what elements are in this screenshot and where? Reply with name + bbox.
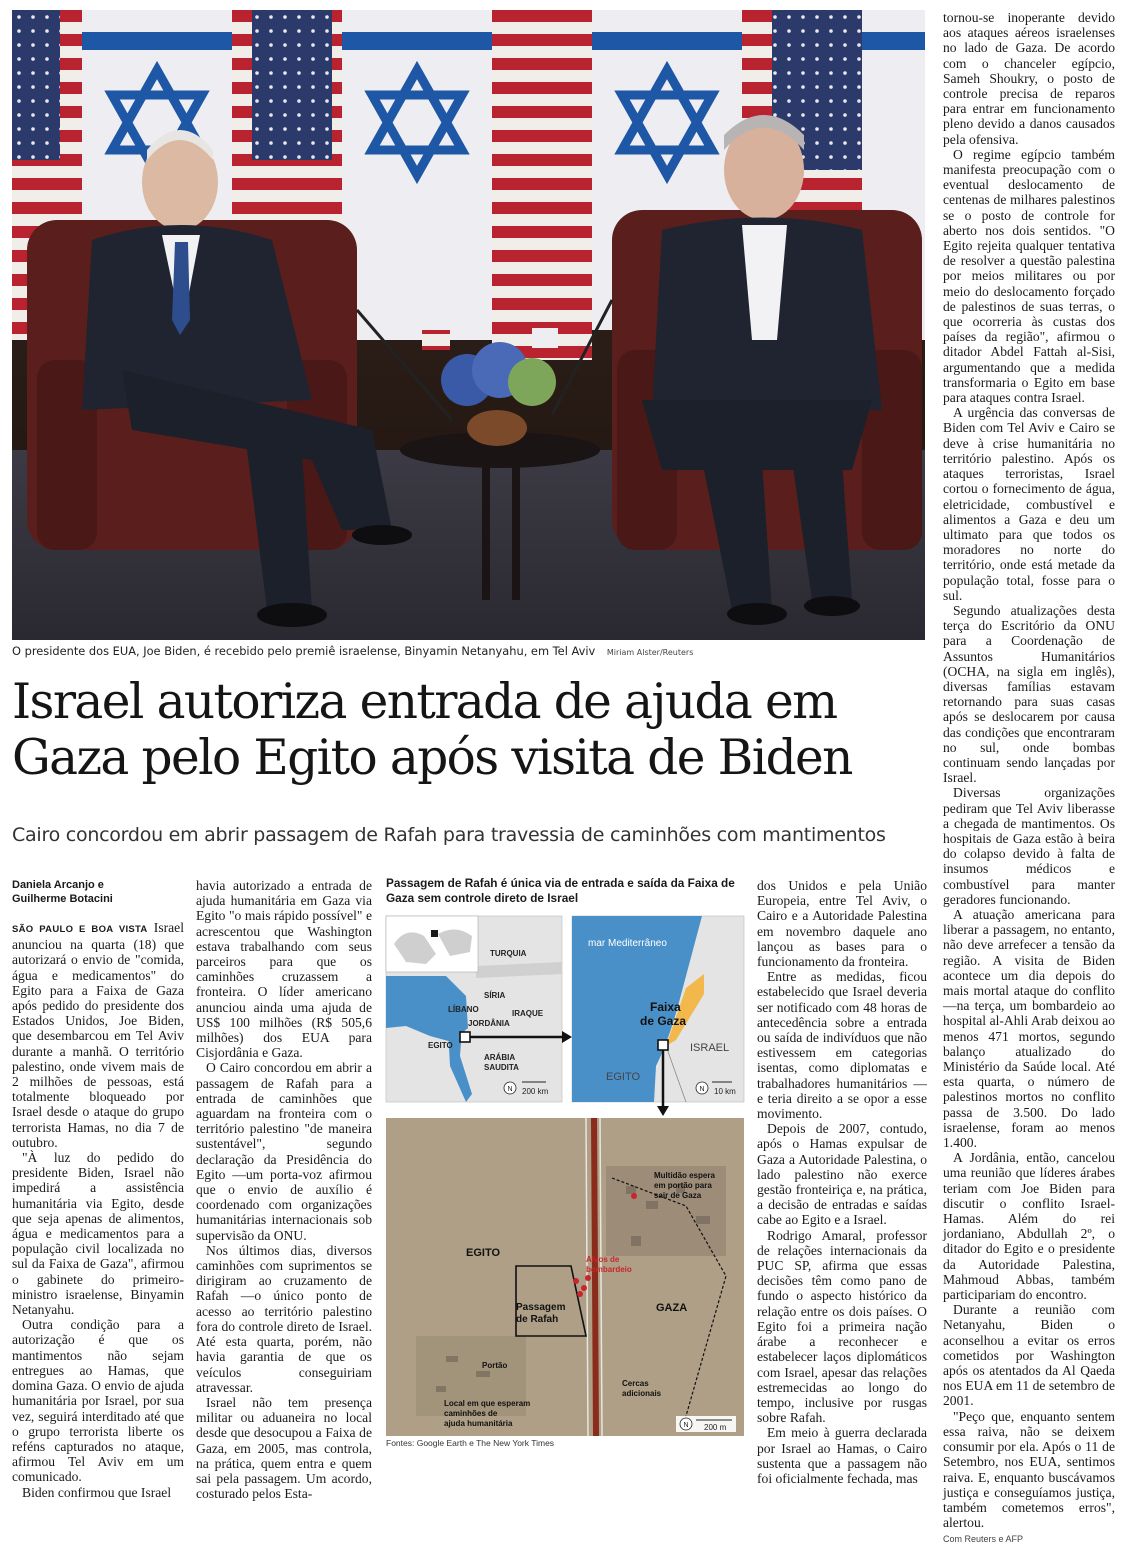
graphic-maps bbox=[386, 916, 744, 1436]
label-gate: Portão bbox=[482, 1361, 508, 1370]
label-fences-1: Cercas bbox=[622, 1379, 649, 1388]
border-road bbox=[594, 1118, 596, 1436]
author-2: Guilherme Botacini bbox=[12, 893, 113, 905]
paragraph: A Jordânia, então, cancelou uma reunião que líderes árabes teriam com Joe Biden para discutir o conflito Israel-Hamas. Além do rei jordaniano, Abdullah 2º, o ditador do Egito e o presidente da Autoridade Palestina, Mahmoud Abbas, também participariam do encontro. bbox=[943, 1150, 1115, 1303]
paragraph: havia autorizado a entrada de ajuda humanitária em Gaza via Egito "o mais rápido possível" e acrescentou que Washington estava trabalhando com seus parceiros para que os caminhões cruzassem a fronteira. O líder americano anunciou ainda uma ajuda de US$ 100 milhões (R$ 505,6 milhões) dos EUA para Cisjordânia e Gaza. bbox=[196, 878, 372, 1061]
paragraph: Nos últimos dias, diversos caminhões com suprimentos se dirigiram ao cruzamento de Rafah —o único ponto de acesso ao território palestino fora do controle direto de Israel. Até esta quarta, porém, não havia garantia de que os veículos conseguiriam atravessar. bbox=[196, 1242, 372, 1395]
paragraph bbox=[12, 920, 184, 1150]
headline-line-2: Gaza pelo Egito após visita de Biden bbox=[12, 730, 852, 786]
paragraph: Rodrigo Amaral, professor de relações internacionais da PUC SP, afirma que essas decisões têm como pano de fundo o aspecto histórico da relação entre os dois países. O Egito foi a primeira nação árabe a reconhecer e estabelecer laços diplomáticos com Israel, apesar das relações estremecidas ao longo do tempo, inclusive por rusgas sobre Rafah. bbox=[757, 1227, 927, 1426]
graphic-source: Fontes: Google Earth e The New York Times bbox=[386, 1438, 555, 1448]
label-targets-2: bombardeio bbox=[586, 1265, 632, 1274]
paragraph: Biden confirmou que Israel bbox=[22, 1484, 172, 1500]
label-de-gaza: de Gaza bbox=[640, 1014, 687, 1028]
paragraph: "À luz do pedido do presidente Biden, Israel não impedirá a assistência humanitária via Egito, desde que seja apenas de alimentos, água e medicamentos para a população civil localizada no sul da Faixa de Gaza", afirmou o gabinete do primeiro-ministro israelense, Binyamin Netanyahu. bbox=[12, 1150, 184, 1318]
article-column-2 bbox=[196, 878, 372, 1502]
graphic-title: Passagem de Rafah é única via de entrada e saída da Faixa de Gaza sem controle direto de Israel bbox=[386, 876, 735, 905]
north-label: N bbox=[683, 1422, 689, 1429]
author-1: Daniela Arcanjo e bbox=[12, 879, 104, 891]
label-arabia: ARÁBIA bbox=[484, 1053, 516, 1062]
paragraph: Outra condição para a autorização é que os mantimentos não sejam entregues ao Hamas, que domina Gaza. O envio de ajuda humanitária por Israel, por sua vez, seguirá interditado até que o grupo terrorista liberte os reféns capturados no ataque, afirmou Tel Aviv em um comunicado. bbox=[12, 1317, 184, 1485]
label-crowd-3: sair de Gaza bbox=[654, 1191, 702, 1200]
paragraph: dos Unidos e pela União Europeia, entre Tel Aviv, o Cairo e a Autoridade Palestina em novembro daquele ano lançou as bases para o funcionamento da fronteira. bbox=[757, 878, 927, 970]
label-siria: SÍRIA bbox=[484, 991, 506, 1000]
label-crossing-1: Passagem bbox=[516, 1302, 566, 1313]
dateline: SÃO PAULO E BOA VISTA bbox=[12, 924, 148, 935]
label-iraque: IRAQUE bbox=[512, 1009, 544, 1018]
scale-label-regional: 200 km bbox=[522, 1087, 549, 1096]
label-egito-regional: EGITO bbox=[428, 1041, 453, 1050]
paragraph: A atuação americana para liberar a passagem, no entanto, não deve arrefecer a tensão da região. A visita de Biden acontece um dia depois do mais mortal ataque do conflito —na terça, um bombardeio ao hospital al-Ahli Arab deixou ao menos 471 mortos, segundo balanço atualizado do Ministério da Saúde local. Até esta quarta, o número de palestinos mortos no conflito passa de 3.500. Do lado israelense, foram ao menos 1.400. bbox=[943, 906, 1115, 1151]
photo-biden-netanyahu bbox=[12, 10, 925, 640]
label-turquia: TURQUIA bbox=[490, 949, 527, 958]
paragraph: Israel não tem presença militar ou aduaneira no local desde que desocupou a Faixa de Gaza, em 2005, mas controla, na prática, quem entra e quem sai pela passagem. Um acordo, costurado pelos Esta- bbox=[196, 1394, 372, 1502]
scale-label-satellite: 200 m bbox=[704, 1423, 727, 1432]
gaza-locator-box bbox=[460, 1032, 470, 1042]
byline bbox=[12, 878, 184, 906]
label-crossing-2: de Rafah bbox=[516, 1314, 559, 1325]
label-trucks-2: caminhões de bbox=[444, 1409, 498, 1418]
paragraph: Segundo atualizações desta terça do Escritório da ONU para a Coordenação de Assuntos Humanitários (OCHA, na sigla em inglês), diversas famílias estavam retornando para suas casas após se deslocarem por causa das condições que encontraram no sul, onde bombas continuam sendo lançadas por Israel. bbox=[943, 602, 1115, 786]
label-faixa: Faixa bbox=[650, 1000, 681, 1014]
paragraph: tornou-se inoperante devido aos ataques aéreos israelenses no lado de Gaza. De acordo com o chanceler egípcio, Sameh Shoukry, o posto de controle precisa de reparos para entrar em funcionamento pleno devido a danos causados pela ofensiva. bbox=[943, 10, 1115, 147]
label-targets-1: Alvos de bbox=[586, 1255, 620, 1264]
paragraph: O Cairo concordou em abrir a passagem de Rafah para a entrada de caminhões que aguardam na fronteira com o território palestino "de maneira sustentável", segundo declaração da Presidência do Egito —um porta-voz afirmou que o envio de auxílio é coordenado com organizações humanitárias internacionais sob supervisão da ONU. bbox=[196, 1060, 372, 1243]
paragraph: Entre as medidas, ficou estabelecido que Israel deveria ser notificado com 48 horas de antecedência sobre a entrada ou saída de indivíduos que não estivessem em categorias isentas, como diplomatas e trabalhadores humanitários —e teria direito a se opor a esse movimento. bbox=[757, 969, 927, 1122]
article-column-4 bbox=[943, 10, 1115, 1545]
label-saudita: SAUDITA bbox=[484, 1063, 519, 1072]
scale-label-gaza: 10 km bbox=[714, 1087, 736, 1096]
regional-map bbox=[386, 916, 562, 1102]
headline-line-1: Israel autoriza entrada de ajuda em bbox=[12, 674, 837, 730]
photo-caption bbox=[12, 642, 925, 660]
label-israel: ISRAEL bbox=[690, 1042, 730, 1054]
paragraph: Durante a reunião com Netanyahu, Biden o aconselhou a evitar os erros cometidos por Washington após os atentados da Al Qaeda nos EUA em 11 de setembro de 2001. bbox=[943, 1302, 1115, 1409]
label-trucks-1: Local em que esperam bbox=[444, 1399, 531, 1408]
label-fences-2: adicionais bbox=[622, 1389, 662, 1398]
photo-illustration bbox=[12, 10, 925, 640]
paragraph-text: Israel anunciou na quarta (18) que autorizará o envio de "comida, água e medicamentos" do Egito para a Faixa de Gaza após pedido do presidente dos Estados Unidos, Joe Biden, que desembarcou em Tel Aviv durante a manhã. O território palestino, onde vivem mais de 2 milhões de pessoas, está totalmente bloqueado por Israel desde o ataque do grupo terrorista Hamas, no dia 7 de outubro. bbox=[12, 920, 184, 1150]
article-column-3 bbox=[757, 878, 927, 1486]
paragraph: A urgência das conversas de Biden com Tel Aviv e Cairo se deve à crise humanitária no território palestino. Após os ataques terroristas, Israel cortou o fornecimento de água, eletricidade, combustível e alimentos a Gaza e deu um ultimato para que todos os moradores no norte do território, onde está metade da população total, fosse para o sul. bbox=[943, 405, 1115, 603]
paragraph: "Peço que, enquanto sentem essa raiva, não se deixem consumir por ela. Após o 11 de Setembro, nos EUA, sentimos raiva. E, enquanto buscávamos justiça e conseguíamos justiça, também cometemos erros", alertou. bbox=[943, 1408, 1115, 1531]
maps-svg bbox=[386, 916, 744, 1436]
label-egito-satellite: EGITO bbox=[466, 1247, 501, 1259]
caption-text: O presidente dos EUA, Joe Biden, é recebido pelo premiê israelense, Binyamin Netanyahu, em Tel Aviv bbox=[12, 644, 596, 658]
label-jordania: JORDÂNIA bbox=[468, 1019, 510, 1028]
paragraph: Em meio à guerra declarada por Israel ao Hamas, o Cairo sustenta que a passagem não foi oficialmente fechada, mas bbox=[757, 1425, 927, 1486]
subtitle: Cairo concordou em abrir passagem de Rafah para travessia de caminhões com mantimentos bbox=[12, 824, 886, 846]
headline bbox=[12, 674, 927, 786]
label-sea: mar Mediterrâneo bbox=[588, 938, 667, 949]
label-crowd-1: Multidão espera bbox=[654, 1171, 715, 1180]
label-crowd-2: em portão para bbox=[654, 1181, 712, 1190]
rafah-map-graphic bbox=[386, 876, 744, 1456]
article-column-1 bbox=[12, 878, 184, 1500]
label-gaza-satellite: GAZA bbox=[656, 1302, 688, 1314]
satellite-map bbox=[386, 1118, 744, 1436]
rafah-locator-box bbox=[658, 1040, 668, 1050]
agency-credit: Com Reuters e AFP bbox=[943, 1534, 1024, 1545]
paragraph: O regime egípcio também manifesta preocupação com o eventual deslocamento de centenas de milhares palestinos se o posto de controle for aberto nos dois sentidos. "O Egito rejeita qualquer tentativa de resolver a questão palestina por meios militares ou por meio do deslocamento forçado de palestinos de suas terras, o que ocorreria às custas dos países da região", afirmou o ditador Abdel Fattah al-Sisi, argumentando que a medida transformaria o Egito em base para ataques contra Israel. bbox=[943, 146, 1115, 406]
photo-credit: Miriam Alster/Reuters bbox=[606, 648, 694, 657]
north-label: N bbox=[699, 1086, 705, 1093]
label-egito-gaza-map: EGITO bbox=[606, 1071, 641, 1083]
gaza-map bbox=[572, 916, 744, 1102]
north-label: N bbox=[507, 1086, 513, 1093]
paragraph: Depois de 2007, contudo, após o Hamas expulsar de Gaza a Autoridade Palestina, o lado palestino não exerce gestão fronteiriça e, na prática, a decisão de entradas e saídas cabe ao Egito e a Israel. bbox=[757, 1121, 927, 1228]
label-trucks-3: ajuda humanitária bbox=[444, 1419, 513, 1428]
paragraph: Diversas organizações pediram que Tel Aviv liberasse a chegada de mantimentos. Os hospitais de Gaza estão à beira do colapso devido à falta de insumos médicos e combustível para manter geradores funcionando. bbox=[943, 785, 1115, 907]
label-libano: LÍBANO bbox=[448, 1005, 479, 1014]
